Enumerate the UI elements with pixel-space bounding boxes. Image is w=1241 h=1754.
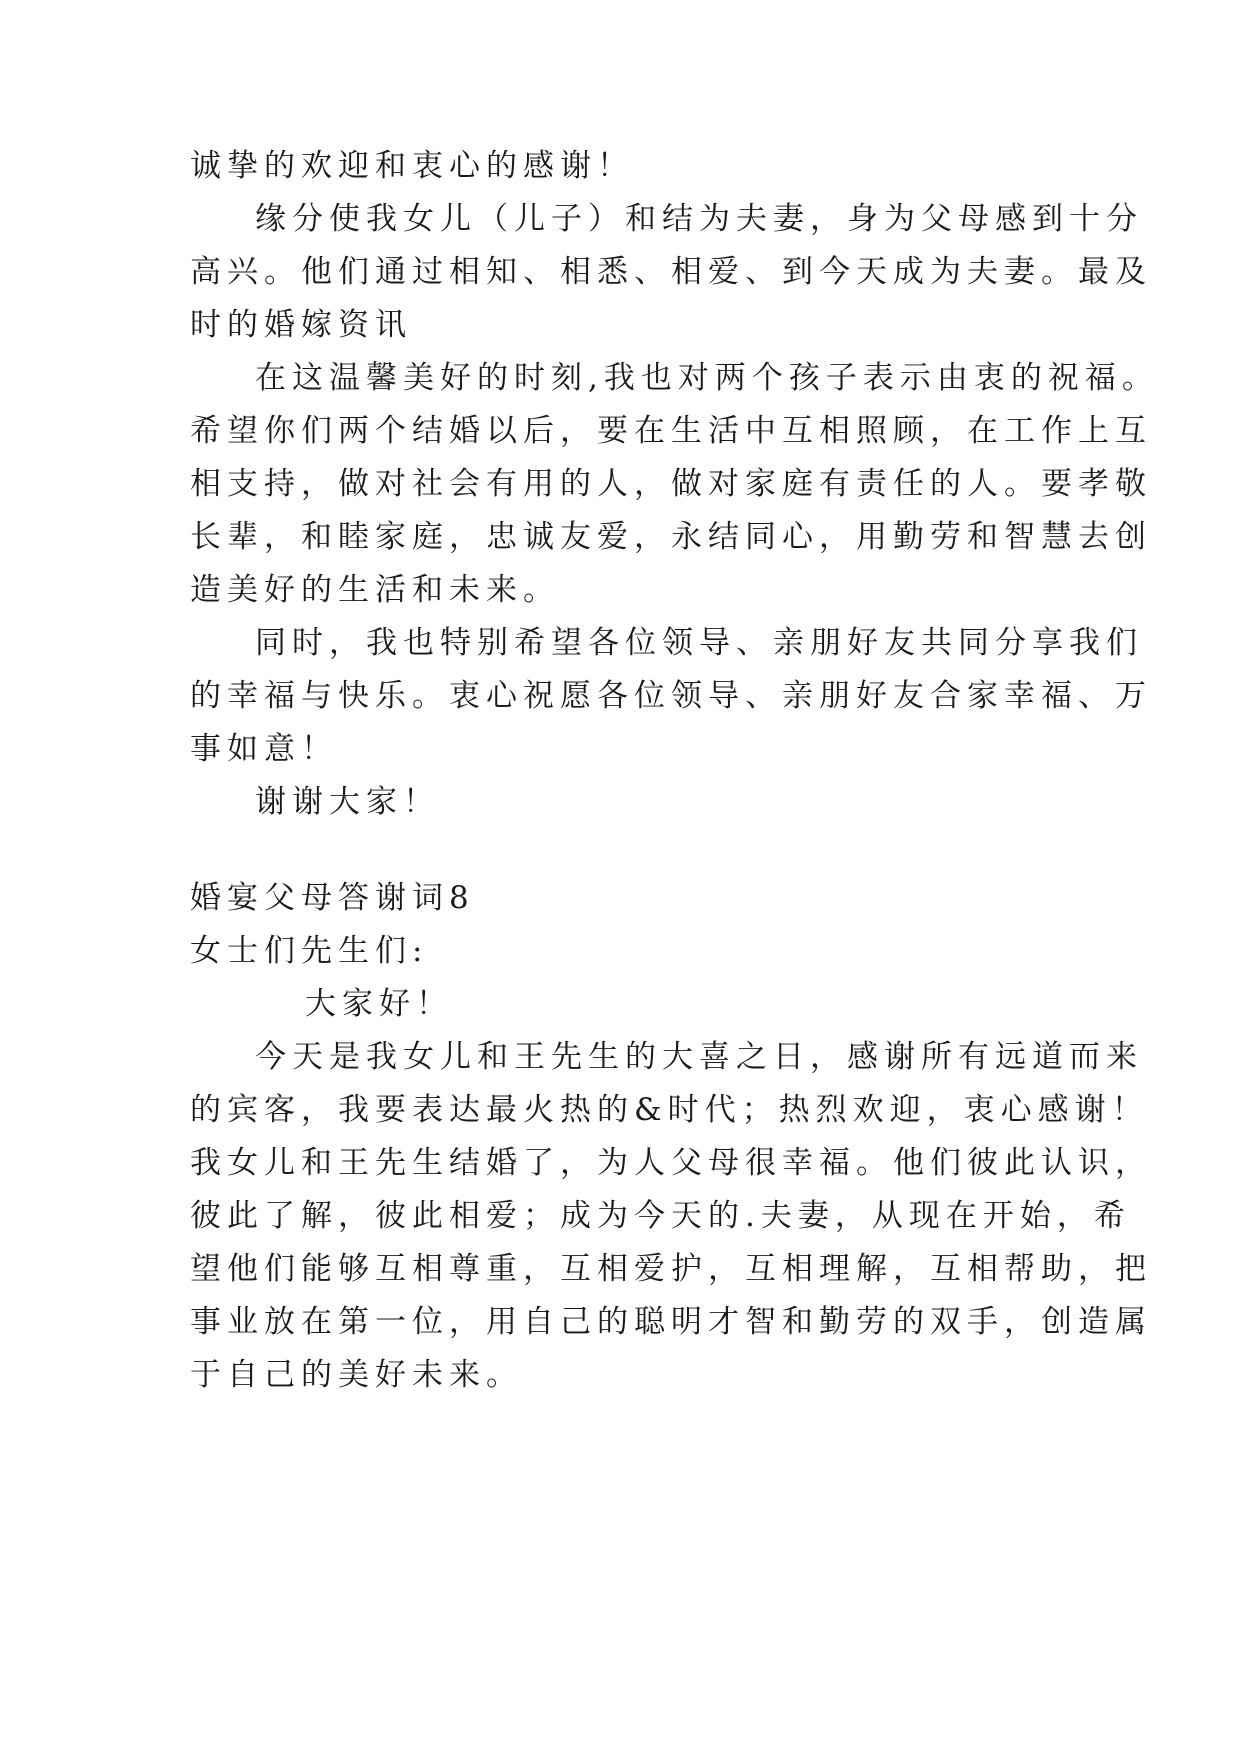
- text-line: 在这温馨美好的时刻,我也对两个孩子表示由衷的祝福。: [255, 360, 1159, 396]
- text-line: 的宾客，我要表达最火热的&时代；热烈欢迎，衷心感谢！: [190, 1092, 1149, 1128]
- text-line: 造美好的生活和未来。: [190, 572, 560, 608]
- text-line: 希望你们两个结婚以后，要在生活中互相照顾，在工作上互: [190, 413, 1152, 449]
- text-line: 于自己的美好未来。: [190, 1357, 523, 1393]
- text-line: 长辈，和睦家庭，忠诚友爱，永结同心，用勤劳和智慧去创: [190, 519, 1152, 555]
- text-line: 同时，我也特别希望各位领导、亲朋好友共同分享我们: [255, 625, 1143, 661]
- section-heading: 婚宴父母答谢词8: [190, 880, 475, 916]
- text-line: 的幸福与快乐。衷心祝愿各位领导、亲朋好友合家幸福、万: [190, 678, 1152, 714]
- text-line: 今天是我女儿和王先生的大喜之日，感谢所有远道而来: [255, 1039, 1143, 1075]
- text-line: 诚挚的欢迎和衷心的感谢！: [190, 148, 634, 184]
- text-line: 事业放在第一位，用自己的聪明才智和勤劳的双手，创造属: [190, 1304, 1152, 1340]
- text-line: 事如意！: [190, 731, 338, 767]
- text-line: 相支持，做对社会有用的人，做对家庭有责任的人。要孝敬: [190, 466, 1152, 502]
- greeting: 大家好！: [305, 986, 453, 1022]
- salutation: 女士们先生们:: [190, 933, 429, 969]
- text-line: 缘分使我女儿（儿子）和结为夫妻，身为父母感到十分: [255, 201, 1143, 237]
- text-line: 彼此了解，彼此相爱；成为今天的.夫妻，从现在开始，希: [190, 1198, 1131, 1234]
- text-line: 高兴。他们通过相知、相悉、相爱、到今天成为夫妻。最及: [190, 254, 1152, 290]
- text-line: 我女儿和王先生结婚了，为人父母很幸福。他们彼此认识，: [190, 1145, 1152, 1181]
- text-line: 望他们能够互相尊重，互相爱护，互相理解，互相帮助，把: [190, 1251, 1152, 1287]
- text-line: 谢谢大家！: [255, 784, 440, 820]
- text-line: 时的婚嫁资讯: [190, 307, 412, 343]
